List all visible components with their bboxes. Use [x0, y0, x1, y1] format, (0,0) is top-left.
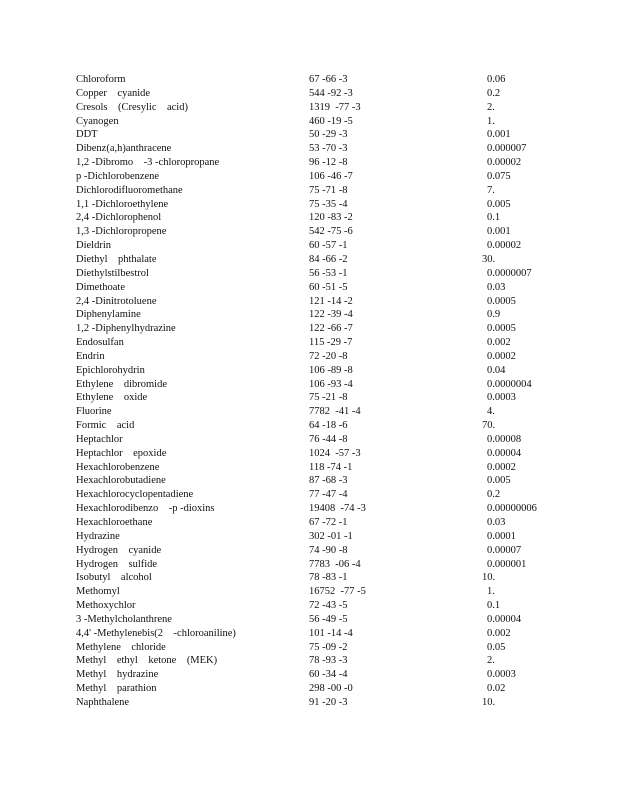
table-row: [76, 378, 536, 392]
limit-value: 0.00000006: [487, 503, 537, 515]
table-row: [76, 239, 536, 253]
limit-value: 0.0005: [487, 323, 516, 335]
cas-number: 7783 -06 -4: [309, 558, 361, 570]
limit-value: 4.: [487, 406, 495, 418]
table-row: [76, 599, 536, 613]
table-row: [76, 544, 536, 558]
cas-number: 84 -66 -2: [309, 253, 348, 265]
chemical-name: Hexachloroethane: [76, 517, 153, 528]
limit-value: 0.9: [487, 309, 501, 321]
cas-number: 53 -70 -3: [309, 143, 348, 155]
table-row: [76, 433, 536, 447]
table-row: [76, 267, 536, 281]
chemical-name: Naphthalene: [76, 696, 130, 708]
cas-number: 50 -29 -3: [309, 129, 348, 141]
table-row: [76, 682, 536, 696]
chemical-name: Hexachlorodibenzo -p -dioxins: [76, 503, 215, 515]
cas-number: 298 -00 -0: [309, 683, 353, 695]
chemical-name: Fluorine: [76, 406, 112, 418]
limit-value: 0.02: [487, 683, 506, 695]
chemical-name: Hexachlorocyclopentadiene: [76, 489, 194, 501]
chemical-name: Chloroform: [76, 74, 126, 85]
limit-value: 0.0003: [487, 669, 516, 681]
limit-value: 0.00002: [487, 157, 522, 169]
chemical-name: Methyl hydrazine: [76, 669, 159, 681]
cas-number: 77 -47 -4: [309, 489, 348, 501]
table-row: [76, 571, 536, 585]
chemical-name: Cyanogen: [76, 115, 119, 127]
table-row: [76, 211, 536, 225]
table-row: [76, 613, 536, 627]
table-row: [76, 308, 536, 322]
table-row: [76, 87, 536, 101]
limit-value: 1.: [487, 586, 495, 598]
cas-number: 60 -57 -1: [309, 240, 348, 252]
cas-number: 87 -68 -3: [309, 475, 348, 487]
cas-number: 120 -83 -2: [309, 212, 353, 224]
chemical-name: Dibenz(a,h)anthracene: [76, 143, 172, 155]
chemical-name: Diethyl phthalate: [76, 253, 157, 265]
limit-value: 0.0001: [487, 530, 516, 542]
chemical-name: 1,3 -Dichloropropene: [76, 226, 167, 238]
table-row: [76, 336, 536, 350]
chemical-name: Endosulfan: [76, 337, 124, 349]
cas-number: 106 -89 -8: [309, 364, 353, 376]
cas-number: 75 -71 -8: [309, 184, 348, 196]
limit-value: 0.001: [487, 129, 511, 141]
table-row: [76, 170, 536, 184]
chemical-name: Heptachlor epoxide: [76, 447, 167, 459]
cas-number: 19408 -74 -3: [309, 503, 366, 515]
limit-value: 7.: [487, 184, 495, 196]
cas-number: 67 -66 -3: [309, 74, 348, 85]
limit-value: 0.002: [487, 627, 511, 639]
chemical-name: Ethylene dibromide: [76, 378, 167, 390]
limit-value: 0.00004: [487, 613, 522, 625]
chemical-name: Diethylstilbestrol: [76, 267, 149, 279]
limit-value: 0.000001: [487, 558, 527, 570]
chemical-name: Copper cyanide: [76, 87, 151, 99]
table-row: [76, 115, 536, 129]
cas-number: 460 -19 -5: [309, 115, 353, 127]
cas-number: 542 -75 -6: [309, 226, 353, 238]
table-row: [76, 156, 536, 170]
cas-number: 60 -51 -5: [309, 281, 348, 293]
chemical-name: Hydrogen sulfide: [76, 558, 158, 570]
cas-number: 75 -35 -4: [309, 198, 348, 210]
cas-number: 106 -46 -7: [309, 170, 353, 182]
limit-value: 70.: [482, 420, 496, 432]
limit-value: 0.1: [487, 600, 501, 612]
limit-value: 0.001: [487, 226, 511, 238]
limit-value: 0.03: [487, 517, 506, 528]
cas-number: 75 -09 -2: [309, 641, 348, 653]
cas-number: 74 -90 -8: [309, 544, 348, 556]
chemical-table: [76, 73, 536, 710]
cas-number: 122 -66 -7: [309, 323, 353, 335]
table-row: [76, 73, 536, 87]
limit-value: 0.00002: [487, 240, 522, 252]
table-row: [76, 516, 536, 530]
cas-number: 64 -18 -6: [309, 420, 348, 432]
chemical-name: Dieldrin: [76, 240, 111, 252]
limit-value: 0.04: [487, 364, 506, 376]
limit-value: 0.0002: [487, 461, 516, 473]
limit-value: 30.: [482, 253, 496, 265]
limit-value: 0.05: [487, 641, 506, 653]
limit-value: 0.1: [487, 212, 501, 224]
chemical-name: 1,2 -Diphenylhydrazine: [76, 323, 176, 335]
limit-value: 0.000007: [487, 143, 527, 155]
limit-value: 0.2: [487, 87, 501, 99]
table-row: [76, 253, 536, 267]
chemical-name: Cresols (Cresylic acid): [76, 101, 188, 113]
limit-value: 0.2: [487, 489, 501, 501]
table-row: [76, 461, 536, 475]
table-row: [76, 419, 536, 433]
cas-number: 118 -74 -1: [309, 461, 353, 473]
chemical-name: Formic acid: [76, 420, 135, 432]
limit-value: 0.0000004: [487, 378, 532, 390]
chemical-name: Methomyl: [76, 586, 120, 598]
chemical-name: Methoxychlor: [76, 600, 136, 612]
chemical-name: Ethylene oxide: [76, 392, 148, 404]
cas-number: 78 -93 -3: [309, 655, 348, 667]
cas-number: 101 -14 -4: [309, 627, 353, 639]
limit-value: 10.: [482, 572, 496, 584]
chemical-name: 2,4 -Dichlorophenol: [76, 212, 162, 224]
limit-value: 0.005: [487, 198, 511, 210]
chemical-name: 2,4 -Dinitrotoluene: [76, 295, 157, 307]
chemical-name: Diphenylamine: [76, 309, 141, 321]
chemical-name: 4,4' -Methylenebis(2 -chloroaniline): [76, 627, 236, 639]
cas-number: 96 -12 -8: [309, 157, 348, 169]
cas-number: 60 -34 -4: [309, 669, 348, 681]
table-row: [76, 225, 536, 239]
cas-number: 106 -93 -4: [309, 378, 353, 390]
limit-value: 0.075: [487, 170, 511, 182]
table-row: [76, 184, 536, 198]
limit-value: 0.005: [487, 475, 511, 487]
table-row: [76, 488, 536, 502]
limit-value: 0.0005: [487, 295, 516, 307]
cas-number: 91 -20 -3: [309, 696, 348, 708]
chemical-name: Methyl parathion: [76, 683, 157, 695]
limit-value: 10.: [482, 696, 496, 708]
limit-value: 0.00007: [487, 544, 522, 556]
cas-number: 56 -53 -1: [309, 267, 348, 279]
table-row: [76, 128, 536, 142]
table-row: [76, 101, 536, 115]
chemical-name: 3 -Methylcholanthrene: [76, 613, 172, 625]
cas-number: 115 -29 -7: [309, 337, 353, 349]
table-row: [76, 474, 536, 488]
chemical-name: Dichlorodifluoromethane: [76, 184, 183, 196]
cas-number: 56 -49 -5: [309, 613, 348, 625]
table-row: [76, 585, 536, 599]
table-row: [76, 281, 536, 295]
cas-number: 75 -21 -8: [309, 392, 348, 404]
limit-value: 0.0003: [487, 392, 516, 404]
chemical-name: Hydrogen cyanide: [76, 544, 162, 556]
table-row: [76, 502, 536, 516]
chemical-name: DDT: [76, 129, 98, 141]
table-row: [76, 654, 536, 668]
limit-value: 2.: [487, 655, 495, 667]
table-row: [76, 447, 536, 461]
cas-number: 302 -01 -1: [309, 530, 353, 542]
limit-value: 0.0002: [487, 350, 516, 362]
cas-number: 544 -92 -3: [309, 87, 353, 99]
cas-number: 72 -20 -8: [309, 350, 348, 362]
table-row: [76, 322, 536, 336]
table-row: [76, 405, 536, 419]
chemical-name: 1,1 -Dichloroethylene: [76, 198, 169, 210]
chemical-name: Hydrazine: [76, 530, 120, 542]
table-row: [76, 295, 536, 309]
limit-value: 0.00008: [487, 433, 522, 445]
cas-number: 1319 -77 -3: [309, 101, 361, 113]
limit-value: 0.00004: [487, 447, 522, 459]
cas-number: 7782 -41 -4: [309, 406, 361, 418]
chemical-name: Heptachlor: [76, 433, 123, 445]
chemical-name: Isobutyl alcohol: [76, 572, 152, 584]
cas-number: 122 -39 -4: [309, 309, 353, 321]
table-row: [76, 364, 536, 378]
chemical-name: Hexachlorobenzene: [76, 461, 160, 473]
chemical-name: p -Dichlorobenzene: [76, 170, 160, 182]
table-row: [76, 142, 536, 156]
table-row: [76, 198, 536, 212]
table-row: [76, 391, 536, 405]
chemical-name: Dimethoate: [76, 281, 125, 293]
cas-number: 67 -72 -1: [309, 517, 348, 528]
table-row: [76, 530, 536, 544]
limit-value: 0.03: [487, 281, 506, 293]
cas-number: 1024 -57 -3: [309, 447, 361, 459]
table-row: [76, 558, 536, 572]
table-row: [76, 641, 536, 655]
chemical-name: Endrin: [76, 350, 105, 362]
chemical-name: Hexachlorobutadiene: [76, 475, 166, 487]
cas-number: 78 -83 -1: [309, 572, 348, 584]
chemical-name: Epichlorohydrin: [76, 364, 145, 376]
table-row: [76, 350, 536, 364]
limit-value: 0.002: [487, 337, 511, 349]
limit-value: 2.: [487, 101, 495, 113]
chemical-name: Methylene chloride: [76, 641, 166, 653]
cas-number: 76 -44 -8: [309, 433, 348, 445]
limit-value: 0.0000007: [487, 267, 532, 279]
cas-number: 121 -14 -2: [309, 295, 353, 307]
table-row: [76, 627, 536, 641]
cas-number: 16752 -77 -5: [309, 586, 366, 598]
limit-value: 0.06: [487, 74, 506, 85]
table-row: [76, 668, 536, 682]
limit-value: 1.: [487, 115, 495, 127]
table-row: [76, 696, 536, 710]
cas-number: 72 -43 -5: [309, 600, 348, 612]
chemical-name: Methyl ethyl ketone (MEK): [76, 655, 218, 667]
chemical-name: 1,2 -Dibromo -3 -chloropropane: [76, 157, 220, 169]
